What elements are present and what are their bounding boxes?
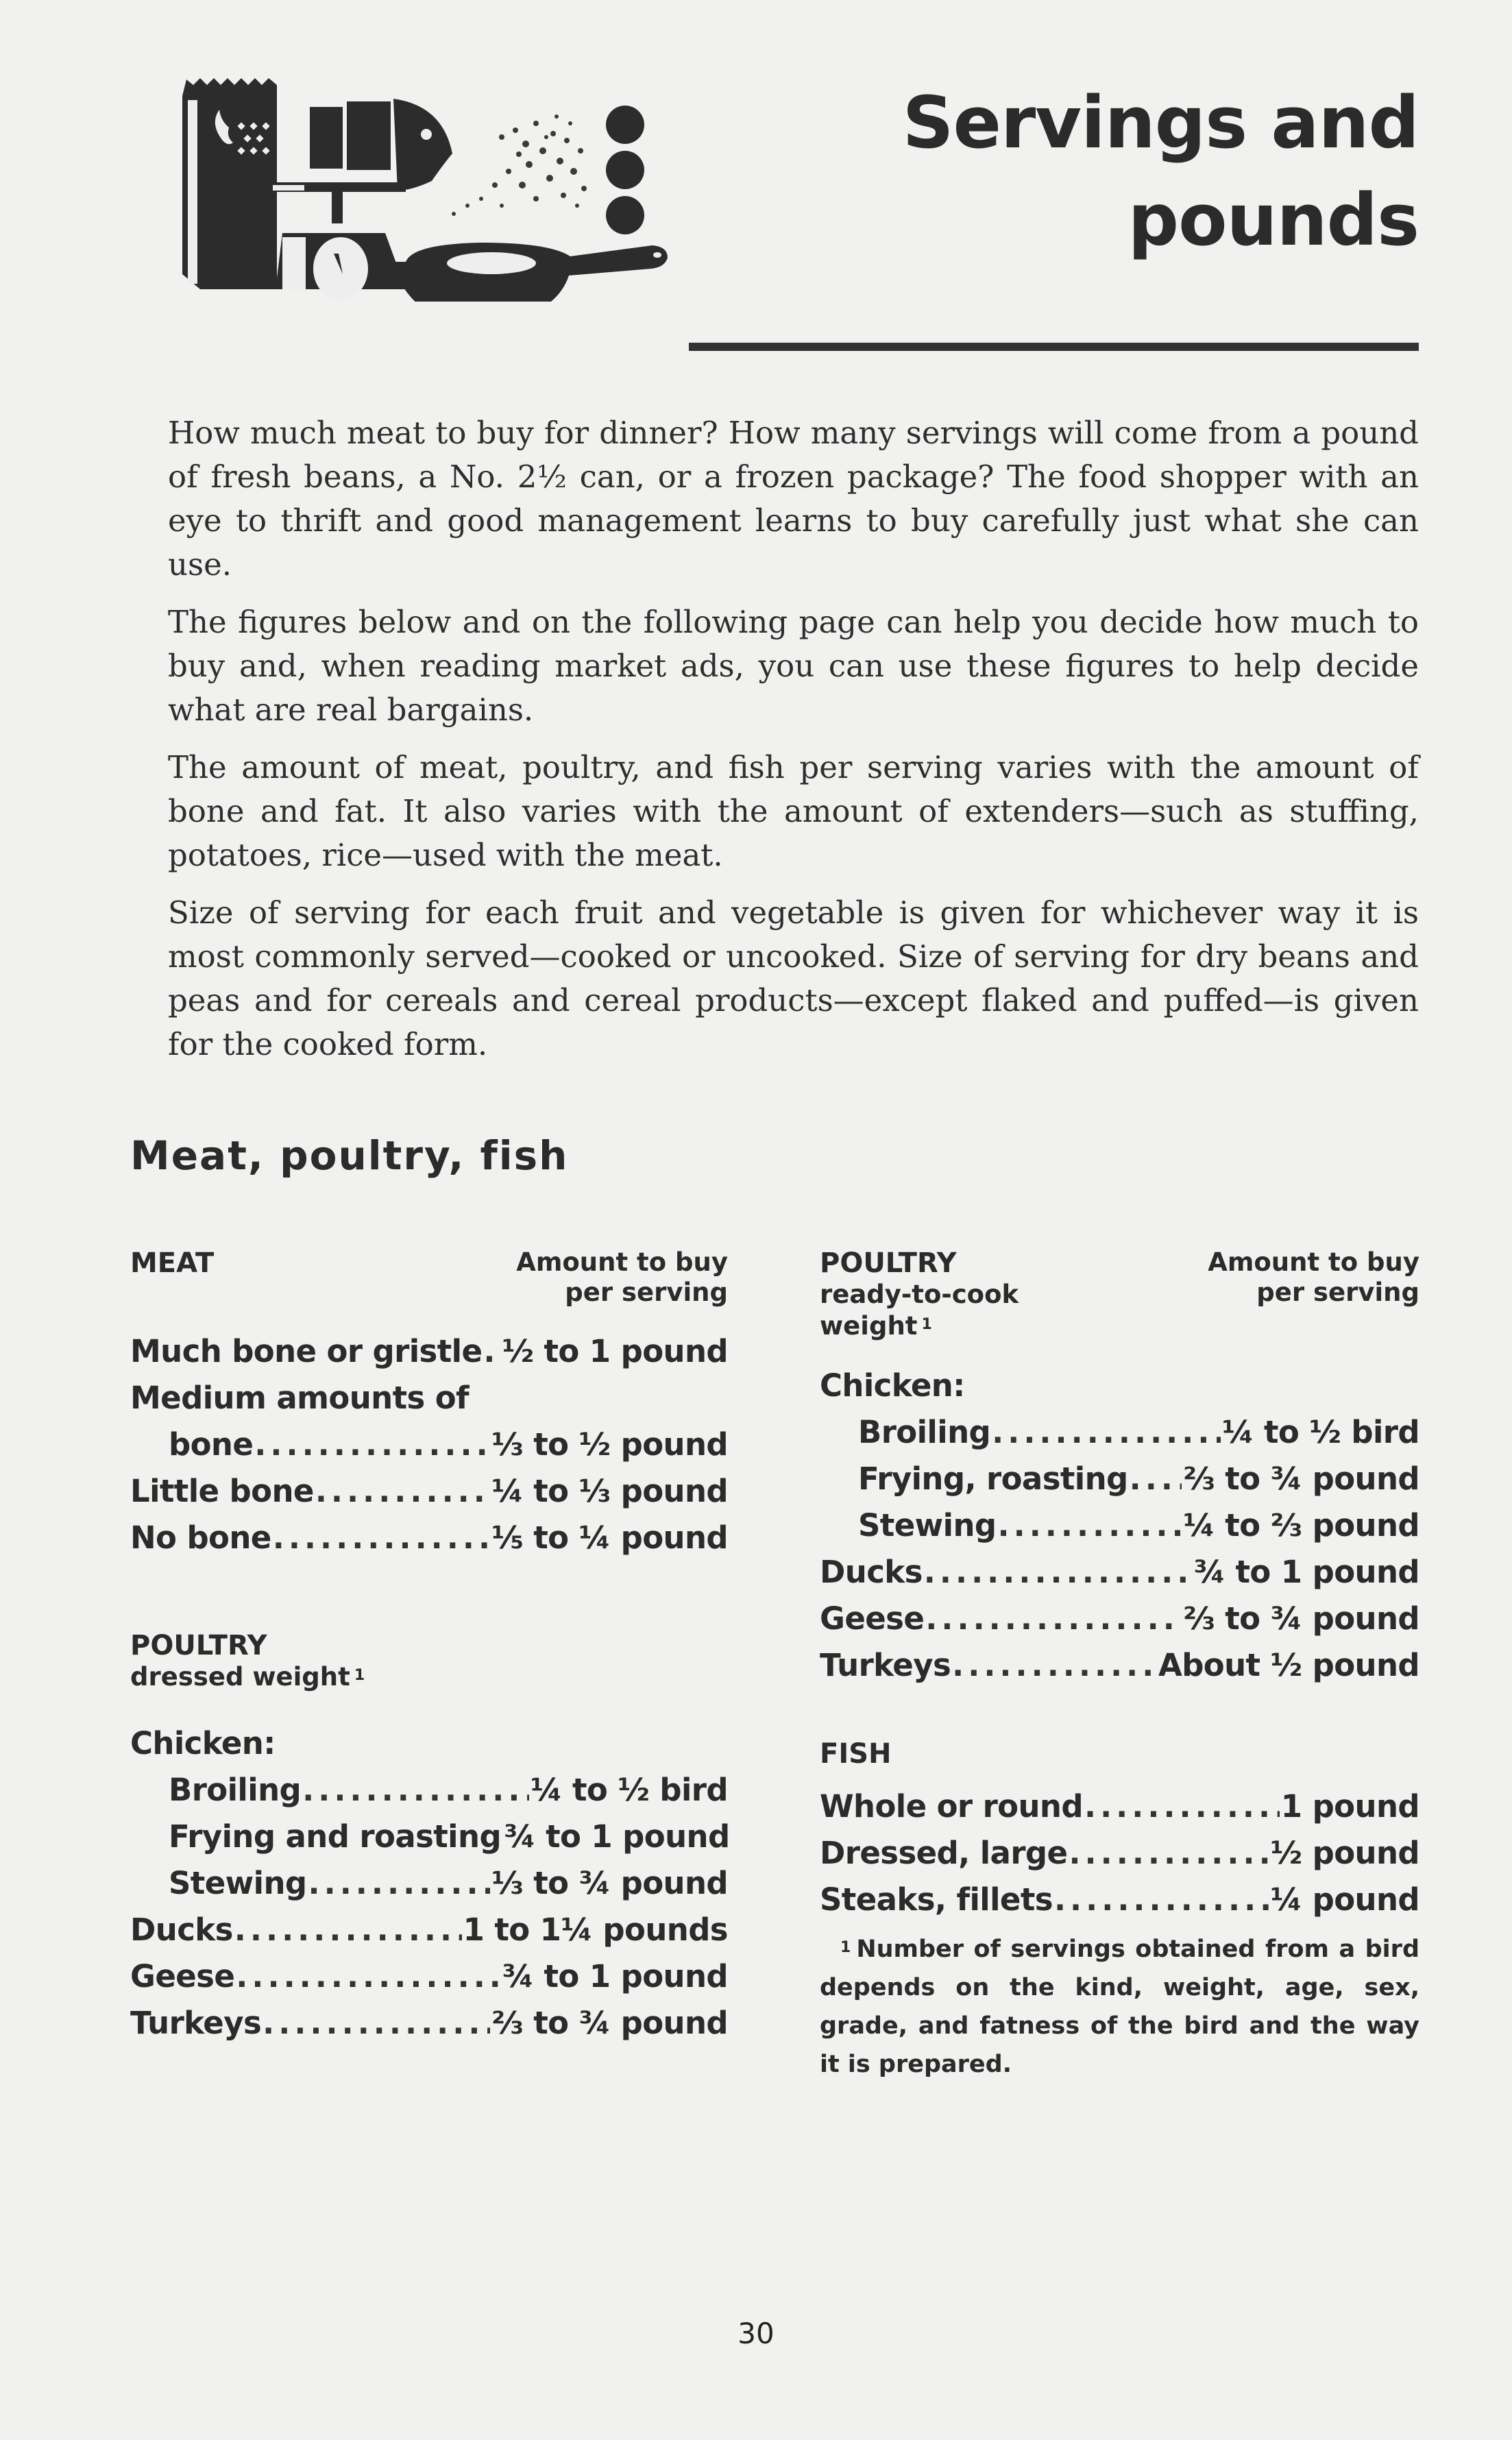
row-label: Turkeys bbox=[820, 1647, 951, 1683]
poultry-ready-amount-header bbox=[1208, 1247, 1419, 1308]
poultry-row bbox=[820, 1409, 1419, 1456]
intro-paragraph-1: How much meat to buy for dinner? How many servings will come from a pound of fresh beans, a No. 2½ can, or a frozen package? The food shopper with an eye to thrift and good management learns to buy carefully just what she can use. bbox=[168, 415, 1419, 583]
row-label: No bone bbox=[130, 1520, 271, 1556]
fish-head bbox=[393, 99, 452, 191]
poultry-dressed-subtitle bbox=[130, 1661, 728, 1693]
subtitle-text: dressed weight bbox=[130, 1662, 350, 1692]
footnote bbox=[820, 1930, 1419, 2084]
row-label: Frying and roasting bbox=[169, 1818, 502, 1855]
left-column bbox=[130, 1247, 728, 2047]
dot-leader bbox=[924, 1549, 1193, 1596]
ball-1 bbox=[606, 106, 644, 144]
row-label: Ducks bbox=[130, 1912, 233, 1948]
footnote-mark: 1 bbox=[840, 1939, 851, 1956]
row-label: Steaks, fillets bbox=[820, 1881, 1053, 1918]
row-label: Ducks bbox=[820, 1554, 923, 1590]
meat-amount-header bbox=[516, 1247, 728, 1308]
amount-header-line-2: per serving bbox=[565, 1278, 728, 1307]
fish-row bbox=[820, 1783, 1419, 1830]
meat-row: Medium amounts of bbox=[130, 1380, 470, 1416]
scale-post bbox=[332, 189, 343, 223]
ball-3 bbox=[606, 196, 644, 234]
row-label: Much bone or gristle bbox=[130, 1333, 483, 1369]
dot-leader bbox=[302, 1767, 529, 1814]
row-value: ⅓ to ¾ pound bbox=[491, 1865, 728, 1901]
meat-row bbox=[130, 1468, 728, 1515]
dot-leader bbox=[1130, 1456, 1182, 1502]
fish-body-2 bbox=[347, 101, 391, 170]
dot-leader bbox=[1069, 1830, 1269, 1877]
row-label: Little bone bbox=[130, 1473, 314, 1509]
row-value: ¼ pound bbox=[1270, 1881, 1419, 1918]
row-value: ¼ to ⅔ pound bbox=[1183, 1507, 1419, 1544]
meat-row bbox=[130, 1515, 728, 1561]
row-value: ⅔ to ¾ pound bbox=[1183, 1600, 1419, 1637]
intro-paragraph-3: The amount of meat, poultry, and fish per serving varies with the amount of bone and fat. It also varies with the amount of extenders—such as stuffing, potatoes, rice—used with the meat. bbox=[168, 749, 1419, 873]
scale-bar-highlight bbox=[273, 185, 304, 191]
row-value: ⅓ to ½ pound bbox=[491, 1426, 728, 1463]
chicken-group-label: Chicken: bbox=[130, 1725, 276, 1761]
footnote-text: Number of servings obtained from a bird depends on the kind, weight, age, sex, grade, and fatness of the bird and the way it is prepared. bbox=[820, 1936, 1419, 2078]
dot-leader bbox=[263, 2000, 490, 2047]
row-value: ⅔ to ¾ pound bbox=[491, 2005, 728, 2041]
title-line-1: Servings and bbox=[902, 81, 1419, 164]
amount-header-line-1: Amount to buy bbox=[1208, 1247, 1419, 1277]
row-label: Geese bbox=[130, 1958, 235, 1994]
row-value: ½ pound bbox=[1270, 1835, 1419, 1871]
dot-leader bbox=[236, 1953, 500, 2000]
poultry-row bbox=[130, 1860, 728, 1907]
fish-body-1 bbox=[310, 107, 343, 169]
poultry-ready-title: POULTRY bbox=[820, 1247, 957, 1279]
footnote-ref: 1 bbox=[921, 1316, 932, 1333]
intro-paragraph-2: The figures below and on the following page can help you decide how much to buy and, when reading market ads, you can use these figures to help decide what are real bargains. bbox=[168, 604, 1419, 728]
grocery-bag-scale-fish-pan-illustration-icon bbox=[180, 69, 680, 302]
row-label: Stewing bbox=[169, 1865, 307, 1901]
right-column bbox=[820, 1247, 1419, 2084]
frying-pan-inner bbox=[447, 252, 536, 274]
dot-leader bbox=[1054, 1877, 1269, 1923]
row-label: Broiling bbox=[858, 1414, 991, 1450]
page-title bbox=[733, 74, 1419, 269]
dot-leader bbox=[273, 1515, 490, 1561]
poultry-dressed-title: POULTRY bbox=[130, 1630, 267, 1661]
meat-row bbox=[130, 1422, 728, 1468]
row-value: 1 to 1¼ pounds bbox=[463, 1912, 728, 1948]
ball-2 bbox=[606, 151, 644, 189]
row-value: ¼ to ½ bird bbox=[1221, 1414, 1419, 1450]
dot-leader bbox=[992, 1409, 1221, 1456]
row-label: Dressed, large bbox=[820, 1835, 1068, 1871]
dot-leader bbox=[308, 1860, 491, 1907]
row-value: ¾ to 1 pound bbox=[502, 1958, 728, 1994]
row-label: Geese bbox=[820, 1600, 925, 1637]
poultry-row bbox=[130, 2000, 728, 2047]
poultry-ready-subtitle-1: ready-to-cook bbox=[820, 1280, 1019, 1309]
poultry-row bbox=[130, 1907, 728, 1953]
poultry-row bbox=[820, 1549, 1419, 1596]
dot-leader bbox=[952, 1642, 1157, 1689]
dot-leader bbox=[315, 1468, 490, 1515]
fish-category-title: FISH bbox=[820, 1738, 892, 1770]
row-value: ⅔ to ¾ pound bbox=[1183, 1461, 1419, 1497]
row-value: About ½ pound bbox=[1158, 1647, 1419, 1683]
chicken-group-label: Chicken: bbox=[820, 1367, 965, 1404]
row-label: Broiling bbox=[169, 1772, 302, 1808]
dot-leader bbox=[925, 1596, 1182, 1642]
scale-gap bbox=[282, 237, 306, 289]
row-value: ¾ to 1 pound bbox=[1193, 1554, 1419, 1590]
row-value: ⅕ to ¼ pound bbox=[491, 1520, 728, 1556]
row-value: ¼ to ½ bird bbox=[530, 1772, 728, 1808]
fish-eye bbox=[421, 129, 432, 140]
page-number: 30 bbox=[737, 2317, 775, 2350]
meat-row bbox=[130, 1328, 728, 1375]
poultry-row bbox=[820, 1642, 1419, 1689]
row-label: Turkeys bbox=[130, 2005, 262, 2041]
section-heading: Meat, poultry, fish bbox=[130, 1132, 569, 1179]
scattered-grain bbox=[452, 114, 587, 216]
row-label: Frying, roasting bbox=[858, 1461, 1128, 1497]
poultry-row bbox=[820, 1502, 1419, 1549]
poultry-row bbox=[130, 1814, 728, 1860]
dot-leader bbox=[483, 1328, 500, 1375]
poultry-ready-header bbox=[820, 1247, 1419, 1342]
poultry-row bbox=[130, 1953, 728, 2000]
subtitle-text: weight bbox=[820, 1311, 918, 1341]
fish-row bbox=[820, 1830, 1419, 1877]
frying-pan bbox=[392, 243, 668, 302]
fish-row bbox=[820, 1877, 1419, 1923]
row-label: Whole or round bbox=[820, 1788, 1083, 1825]
row-value: ½ to 1 pound bbox=[502, 1333, 728, 1369]
footnote-ref: 1 bbox=[354, 1667, 365, 1684]
dot-leader bbox=[1084, 1783, 1280, 1830]
poultry-row bbox=[820, 1596, 1419, 1642]
row-value: ¾ to 1 pound bbox=[504, 1818, 730, 1855]
amount-header-line-2: per serving bbox=[1256, 1278, 1419, 1307]
row-value: 1 pound bbox=[1280, 1788, 1419, 1825]
bag-fold bbox=[188, 100, 197, 284]
dot-leader bbox=[254, 1422, 490, 1468]
intro-paragraph-4: Size of serving for each fruit and vegetable is given for whichever way it is most commonly served—cooked or uncooked. Size of serving for dry beans and peas and for cereals and cereal products—except flaked and puffed—is given for the cooked form. bbox=[168, 894, 1419, 1062]
row-label: bone bbox=[169, 1426, 254, 1463]
meat-header bbox=[130, 1247, 728, 1308]
intro-text bbox=[168, 411, 1419, 1080]
row-label: Stewing bbox=[858, 1507, 997, 1544]
pan-handle-hole bbox=[653, 252, 661, 258]
dot-leader bbox=[234, 1907, 462, 1953]
row-value: ¼ to ⅓ pound bbox=[491, 1473, 728, 1509]
title-line-2: pounds bbox=[1127, 178, 1419, 262]
poultry-ready-title-block bbox=[820, 1247, 1019, 1342]
poultry-row bbox=[130, 1767, 728, 1814]
title-rule-divider bbox=[689, 343, 1419, 351]
dot-leader bbox=[998, 1502, 1182, 1549]
poultry-row bbox=[820, 1456, 1419, 1502]
amount-header-line-1: Amount to buy bbox=[516, 1247, 728, 1277]
meat-category-title: MEAT bbox=[130, 1247, 215, 1279]
poultry-ready-subtitle-2 bbox=[820, 1310, 1019, 1342]
